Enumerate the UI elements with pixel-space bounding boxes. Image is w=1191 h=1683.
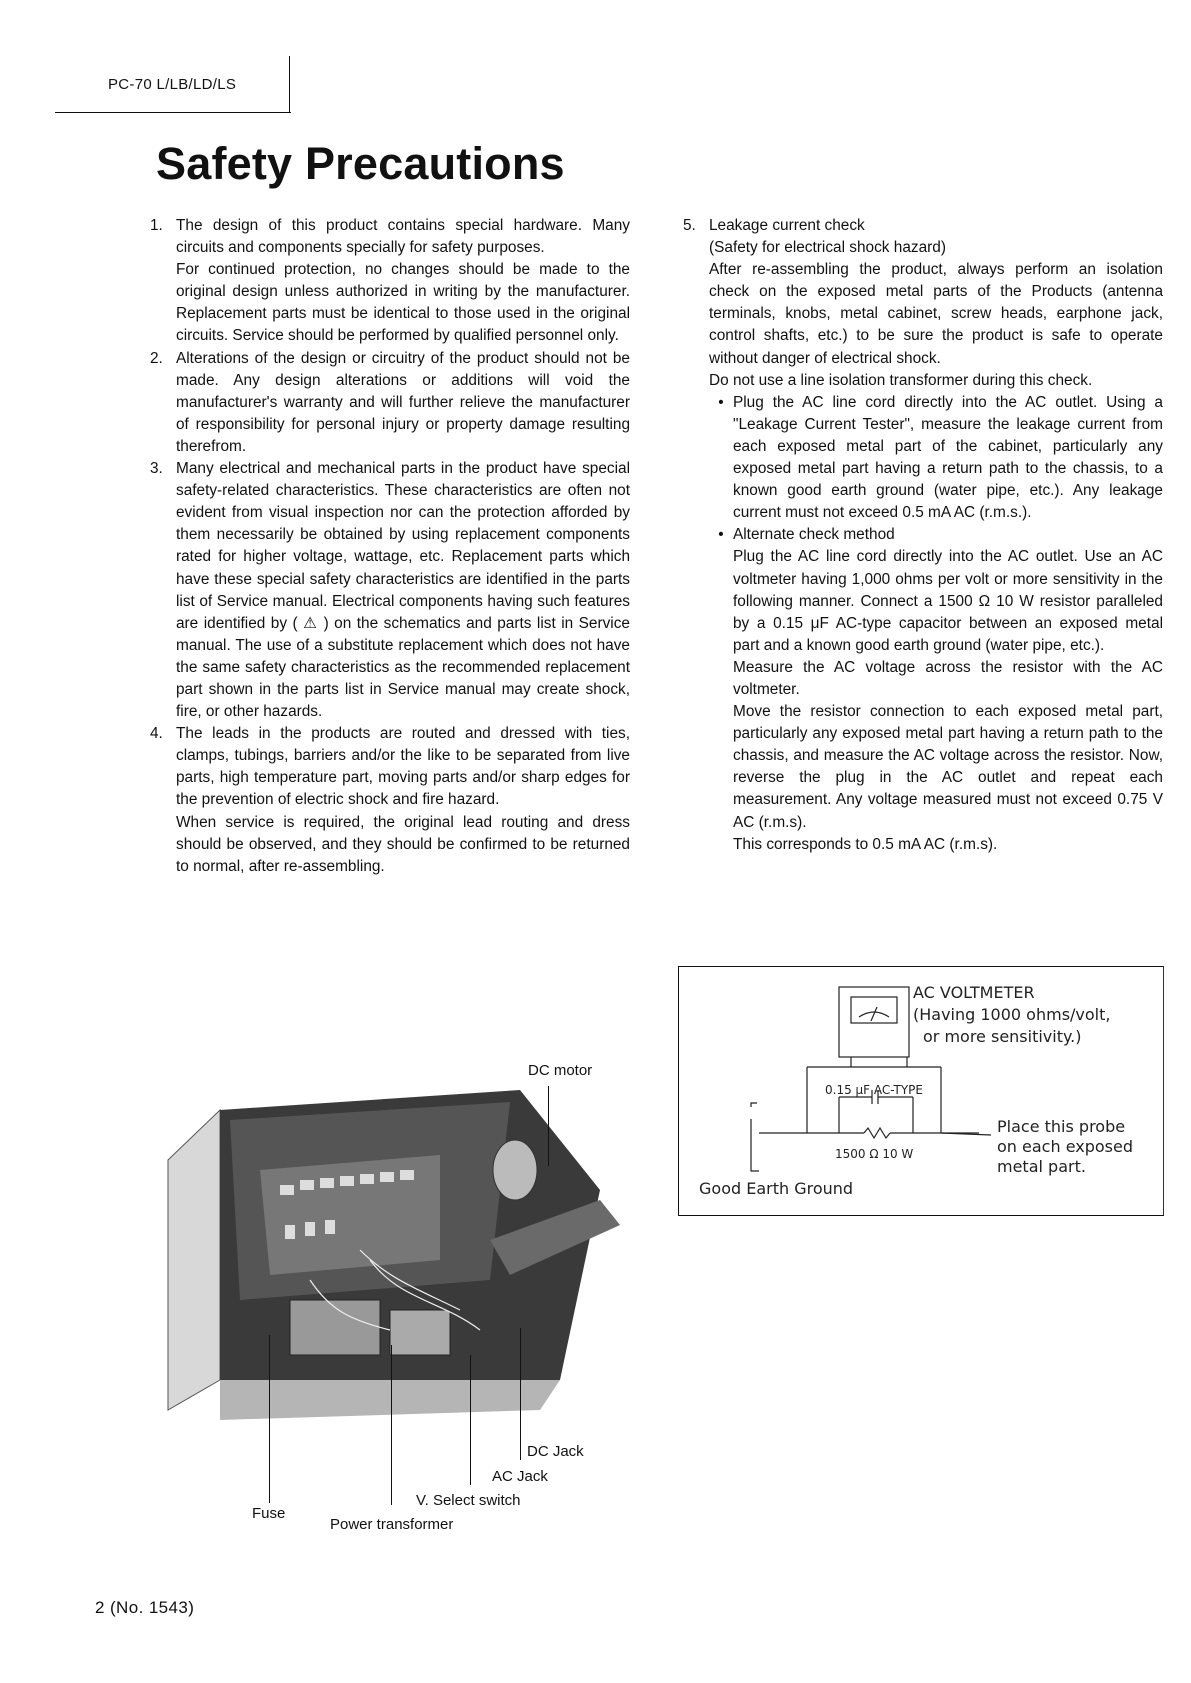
bullet-title: Alternate check method bbox=[733, 526, 895, 544]
probe-note-line2: on each exposed bbox=[997, 1137, 1133, 1156]
page-number: 2 (No. 1543) bbox=[95, 1598, 195, 1617]
leader-line bbox=[391, 1345, 392, 1505]
list-item bbox=[150, 348, 630, 458]
paragraph: Alterations of the design or circuitry of the product should not be made. Any design alterations or additions will void the manufacturer's warranty and will further relieve the manufacturer of responsibility for personal injury or property damage resulting therefrom. bbox=[176, 349, 630, 455]
list-item bbox=[683, 215, 1163, 856]
voltmeter-title: AC VOLTMETER bbox=[913, 983, 1035, 1002]
item-number: 4. bbox=[150, 725, 163, 743]
leader-line bbox=[548, 1086, 549, 1166]
paragraph: The design of this product contains special hardware. Many circuits and components specially for safety purposes. bbox=[176, 217, 630, 257]
resistor-label: 1500 Ω 10 W bbox=[835, 1147, 914, 1161]
callout-power-transformer: Power transformer bbox=[330, 1516, 454, 1533]
paragraph: This corresponds to 0.5 mA AC (r.m.s). bbox=[733, 835, 998, 853]
capacitor-label: 0.15 μF AC-TYPE bbox=[825, 1083, 923, 1097]
callout-fuse: Fuse bbox=[252, 1505, 286, 1522]
section-heading: Leakage current check bbox=[709, 217, 865, 234]
bullet-item bbox=[709, 524, 1163, 855]
leader-line bbox=[520, 1328, 521, 1460]
bullet-dot-icon: • bbox=[718, 526, 724, 544]
probe-note-line1: Place this probe bbox=[997, 1117, 1126, 1136]
list-item bbox=[150, 723, 630, 878]
list-item bbox=[150, 458, 630, 723]
chassis-photo bbox=[160, 1050, 660, 1445]
paragraph: The leads in the products are routed and dressed with ties, clamps, tubings, barriers and/or the like to be separated from live parts, high temperature part, moving parts and/or sharp edges for the prevention of electric shock and fire hazard. bbox=[176, 725, 630, 809]
voltmeter-spec-line2: or more sensitivity.) bbox=[923, 1027, 1082, 1046]
page-title: Safety Precautions bbox=[156, 138, 565, 189]
callout-dc-jack: DC Jack bbox=[527, 1443, 584, 1460]
header-divider bbox=[289, 56, 290, 113]
callout-dc-motor: DC motor bbox=[528, 1062, 593, 1079]
paragraph: Measure the AC voltage across the resistor with the AC voltmeter. bbox=[733, 658, 1163, 698]
item-number: 3. bbox=[150, 460, 163, 478]
bullet-item bbox=[709, 392, 1163, 525]
leakage-circuit-figure bbox=[678, 966, 1164, 1216]
leader-line bbox=[269, 1335, 270, 1503]
list-item bbox=[150, 215, 630, 348]
paragraph: Plug the AC line cord directly into the AC outlet. Using a "Leakage Current Tester", measure the leakage current from each exposed metal part of the cabinet, particularly any exposed metal part having a return path to the chassis, to a known good earth ground (water pipe, etc.). Any leakage current must not exceed 0.5 mA AC (r.m.s.). bbox=[733, 393, 1163, 522]
item-number: 1. bbox=[150, 217, 163, 234]
paragraph: Plug the AC line cord directly into the AC outlet. Use an AC voltmeter having 1,000 ohms per volt or more sensitivity in the following manner. Connect a 1500 Ω 10 W resistor paralleled by a 0.15 μF AC-type capacitor between an exposed metal part and a known good earth ground (water pipe, etc.). bbox=[733, 548, 1163, 654]
item-number: 5. bbox=[683, 217, 696, 234]
left-column bbox=[150, 215, 630, 878]
callout-ac-jack: AC Jack bbox=[492, 1468, 548, 1485]
voltmeter-spec-line1: (Having 1000 ohms/volt, bbox=[913, 1005, 1111, 1024]
paragraph: Do not use a line isolation transformer during this check. bbox=[709, 371, 1093, 389]
right-column bbox=[683, 215, 1163, 856]
header-rule bbox=[55, 112, 291, 113]
header-model: PC-70 L/LB/LD/LS bbox=[108, 76, 237, 93]
paragraph: Move the resistor connection to each exposed metal part, particularly any exposed metal part having a return path to the chassis, and measure the AC voltage across the resistor. Now, reverse the plug in the AC outlet and repeat each measurement. Any voltage measured must not exceed 0.75 V AC (r.m.s). bbox=[733, 703, 1163, 831]
bullet-dot-icon: • bbox=[718, 393, 724, 411]
paragraph: After re-assembling the product, always perform an isolation check on the exposed metal parts of the Products (antenna terminals, knobs, metal cabinet, screw heads, earphone jack, control shafts, etc.) to be sure the product is safe to operate without danger of electrical shock. bbox=[709, 261, 1163, 367]
leader-line bbox=[470, 1355, 471, 1485]
item-number: 2. bbox=[150, 349, 163, 367]
paragraph: When service is required, the original lead routing and dress should be observed, and they should be confirmed to be returned to normal, after re-assembling. bbox=[176, 813, 630, 875]
callout-v-select-switch: V. Select switch bbox=[416, 1492, 521, 1509]
paragraph: For continued protection, no changes should be made to the original design unless authorized in writing by the manufacturer. Replacement parts must be identical to those used in the original circuits. Service should be performed by qualified personnel only. bbox=[176, 261, 630, 345]
earth-ground-label: Good Earth Ground bbox=[699, 1179, 854, 1198]
paragraph: Many electrical and mechanical parts in the product have special safety-related characteristics. These characteristics are often not evident from visual inspection nor can the protection afforded by them necessarily be obtained by using replacement components rated for higher voltage, wattage, etc. Replacement parts which have these special safety characteristics are identified in the parts list of Service manual. Electrical components having such features are identified by ( ⚠ ) on the schematics and parts list in Service manual. The use of a substitute replacement which does not have the same safety characteristics as the recommended replacement part shown in the parts list in Service manual may create shock, fire, or other hazards. bbox=[176, 460, 630, 721]
section-subheading: (Safety for electrical shock hazard) bbox=[709, 239, 946, 257]
probe-note-line3: metal part. bbox=[997, 1157, 1086, 1176]
